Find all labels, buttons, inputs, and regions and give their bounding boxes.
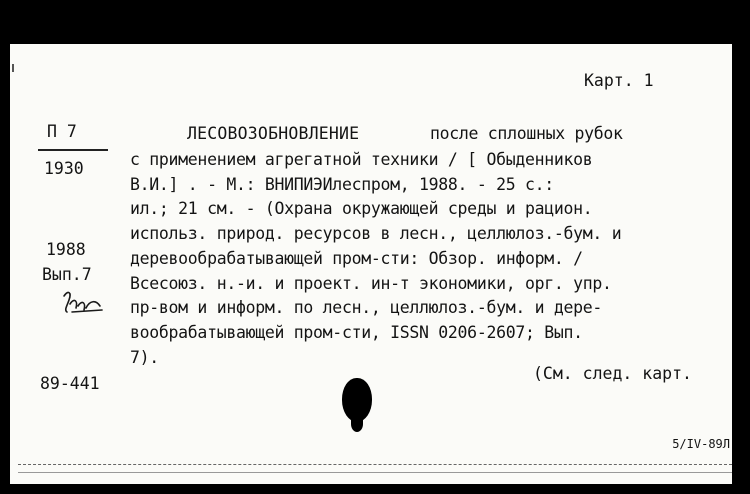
bottom-edge-line (18, 472, 732, 473)
date-stamp: 5/IV-89Л (672, 437, 730, 451)
year: 1988 (46, 240, 86, 259)
body-line: В.И.] . - М.: ВНИПИЭИлеспром, 1988. - 25 с.: (130, 175, 554, 194)
continued-note: (См. след. карт. (533, 364, 692, 383)
body-line: с применением агрегатной техники / [ Обыденников (130, 150, 593, 169)
handwritten-initials (60, 288, 106, 316)
body-line: использ. природ. ресурсов в лесн., целлюлоз.-бум. и (130, 224, 622, 243)
card-number-label: Карт. 1 (584, 71, 654, 90)
class-code: П 7 (47, 122, 77, 141)
body-line: деревообрабатывающей пром-сти: Обзор. информ. / (130, 249, 583, 268)
class-divider (38, 149, 108, 151)
body-line: после сплошных рубок (430, 124, 623, 143)
body-line: вообрабатывающей пром-сти, ISSN 0206-2607; Вып. (130, 323, 583, 342)
issue: Вып.7 (42, 265, 92, 284)
body-line: 7). (130, 348, 159, 367)
class-number: 1930 (44, 159, 84, 178)
edge-mark (12, 64, 14, 72)
bottom-edge-line (18, 464, 732, 465)
punch-hole-tail (351, 416, 363, 432)
body-line: ил.; 21 см. - (Охрана окружающей среды и рацион. (130, 199, 593, 218)
body-line: Всесоюз. н.-и. и проект. ин-т экономики, орг. упр. (130, 274, 612, 293)
body-line: пр-вом и информ. по лесн., целлюлоз.-бум. и дере- (130, 298, 603, 317)
accession-number: 89-441 (40, 374, 100, 393)
title-word: ЛЕСОВОЗОБНОВЛЕНИЕ (187, 124, 360, 143)
catalog-card (10, 44, 732, 484)
